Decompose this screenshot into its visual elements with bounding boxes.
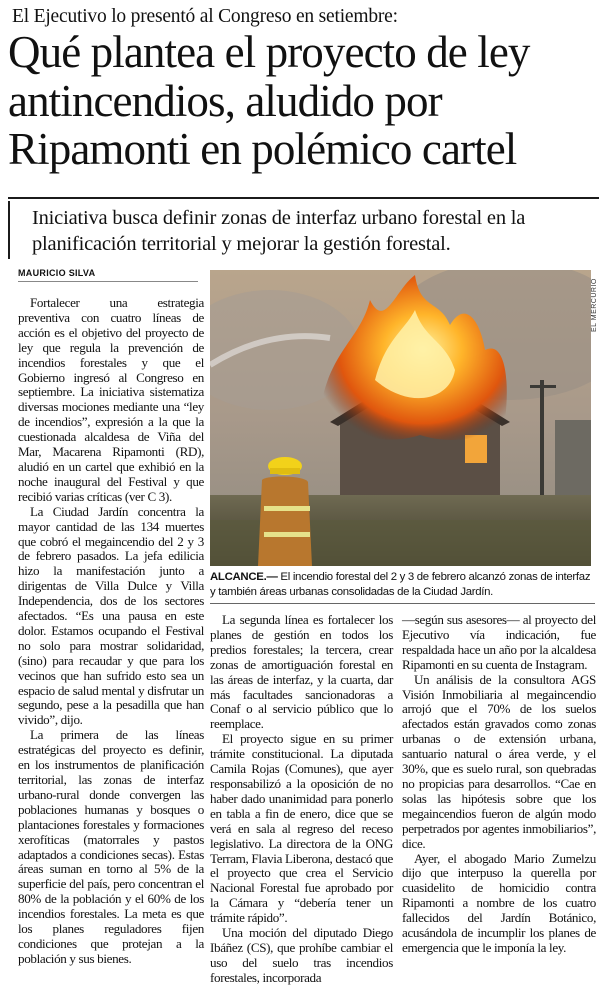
paragraph: —según sus asesores— al proyecto del Ejecutivo vía indicación, fue respaldada hace un año por la alcaldesa Ripamonti en su cuenta de Instagram. <box>402 612 596 672</box>
paragraph: Fortalecer una estrategia preventiva con cuatro líneas de acción es el objetivo del proyecto de ley que regula la prevención de incendios forestales y que el Gobierno ingresó al Congreso en septiembre. La iniciativa sistematiza diversas mociones mediante una “ley de incendios”, expresión a la que la cuestionada alcaldesa de Viña del Mar, Macarena Ripamonti (RD), aludió en un cartel que exhibió en la noche inaugural del Festival y que recibió varias críticas (ver C 3). <box>18 295 204 504</box>
caption-text: El incendio forestal del 2 y 3 de febrero alcanzó zonas de interfaz y también áreas urbanas consolidadas de la Ciudad Jardín. <box>210 571 591 598</box>
paragraph: Un análisis de la consultora AGS Visión Inmobiliaria al megaincendio arrojó que el 70% de los suelos afectados están gravados como zonas urbanas o de extensión urbana, santuario natural o área verde, y el 30%, que es suelo rural, son quebradas no propicias para desarrollos. “Cae en solas las hipótesis sobre que los megaincendios fueron de algún modo perpetrados por agentes inmobiliarios”, dice. <box>402 671 596 851</box>
deck: Iniciativa busca definir zonas de interfaz urbano forestal en la planificación territorial y mejorar la gestión forestal. <box>32 207 526 255</box>
fire-photo <box>210 270 591 566</box>
byline-rule <box>18 281 198 282</box>
column-2 <box>210 613 393 986</box>
paragraph: Ayer, el abogado Mario Zumelzu dijo que interpuso la querella por cuasidelito de homicidio contra Ripamonti a nombre de los cuatro fallecidos del Jardín Botánico, acusándola de incumplir los planes de emergencia que le imponía la ley. <box>402 850 596 955</box>
kicker: El Ejecutivo lo presentó al Congreso en setiembre: <box>12 6 398 27</box>
byline: MAURICIO SILVA <box>18 268 96 278</box>
paragraph: El proyecto sigue en su primer trámite constitucional. La diputada Camila Rojas (Comunes), que ayer responsabilizó a la oposición de no haber dado unanimidad para ponerlo en tabla a fin de enero, dice que se verá en sala al regreso del receso legislativo. La directora de la ONG Terram, Flavia Liberona, destacó que el proyecto que crea el Servicio Nacional Forestal fue aprobado por la Cámara y “debería tener un trámite rápido”. <box>210 731 393 926</box>
paragraph: La primera de las líneas estratégicas del proyecto es definir, en los instrumentos de planificación territorial, las zonas de interfaz urbano-rural donde convergen las poblaciones humanas y bosques o plantaciones forestales y formaciones xerofíticas (matorrales y pastos adaptados a condiciones secas). Estas áreas suman en torno al 5% de la superficie del país, pero concentran el 80% de la población y el 60% de los incendios forestales. La meta es que los planes reguladores fijen condiciones que protejan a la población y sus bienes. <box>18 727 204 966</box>
fire-photo-illustration <box>210 270 591 566</box>
headline-rule <box>8 197 599 199</box>
deck-bar <box>8 201 10 259</box>
caption-rule <box>210 603 595 604</box>
photo-credit: EL MERCURIO <box>591 278 598 332</box>
paragraph: Una moción del diputado Diego Ibáñez (CS), que prohíbe cambiar el uso del suelo tras incendios forestales, incorporada <box>210 925 393 985</box>
column-3 <box>402 613 596 956</box>
caption-lead: ALCANCE.— <box>210 571 278 583</box>
column-1 <box>18 296 204 967</box>
headline: Qué plantea el proyecto de ley antincendios, aludido por Ripamonti en polémico cartel <box>8 27 530 174</box>
paragraph: La segunda línea es fortalecer los planes de gestión en todos los predios forestales; la tercera, crear zonas de amortiguación forestal en las áreas de interfaz, y la cuarta, dar más facultades sancionadoras a Conaf o al servicio público que lo reemplace. <box>210 612 393 732</box>
paragraph: La Ciudad Jardín concentra la mayor cantidad de las 134 muertes que cobró el megaincendio del 2 y 3 de febrero pasados. La jefa edilicia hizo la manifestación junto a dirigentas de Villa Dulce y Villa Independencia, dos de los sectores afectados. “Es una pausa en este dolor. Estamos ocupando el Festival no solo para mostrar solidaridad, (sino) para recaudar y que para los vecinos que han sufrido esto sea un espacio de salud mental y disfrutar un segundo, pese a la pesadilla que han vivido”, dijo. <box>18 503 204 728</box>
photo-caption <box>210 570 595 600</box>
